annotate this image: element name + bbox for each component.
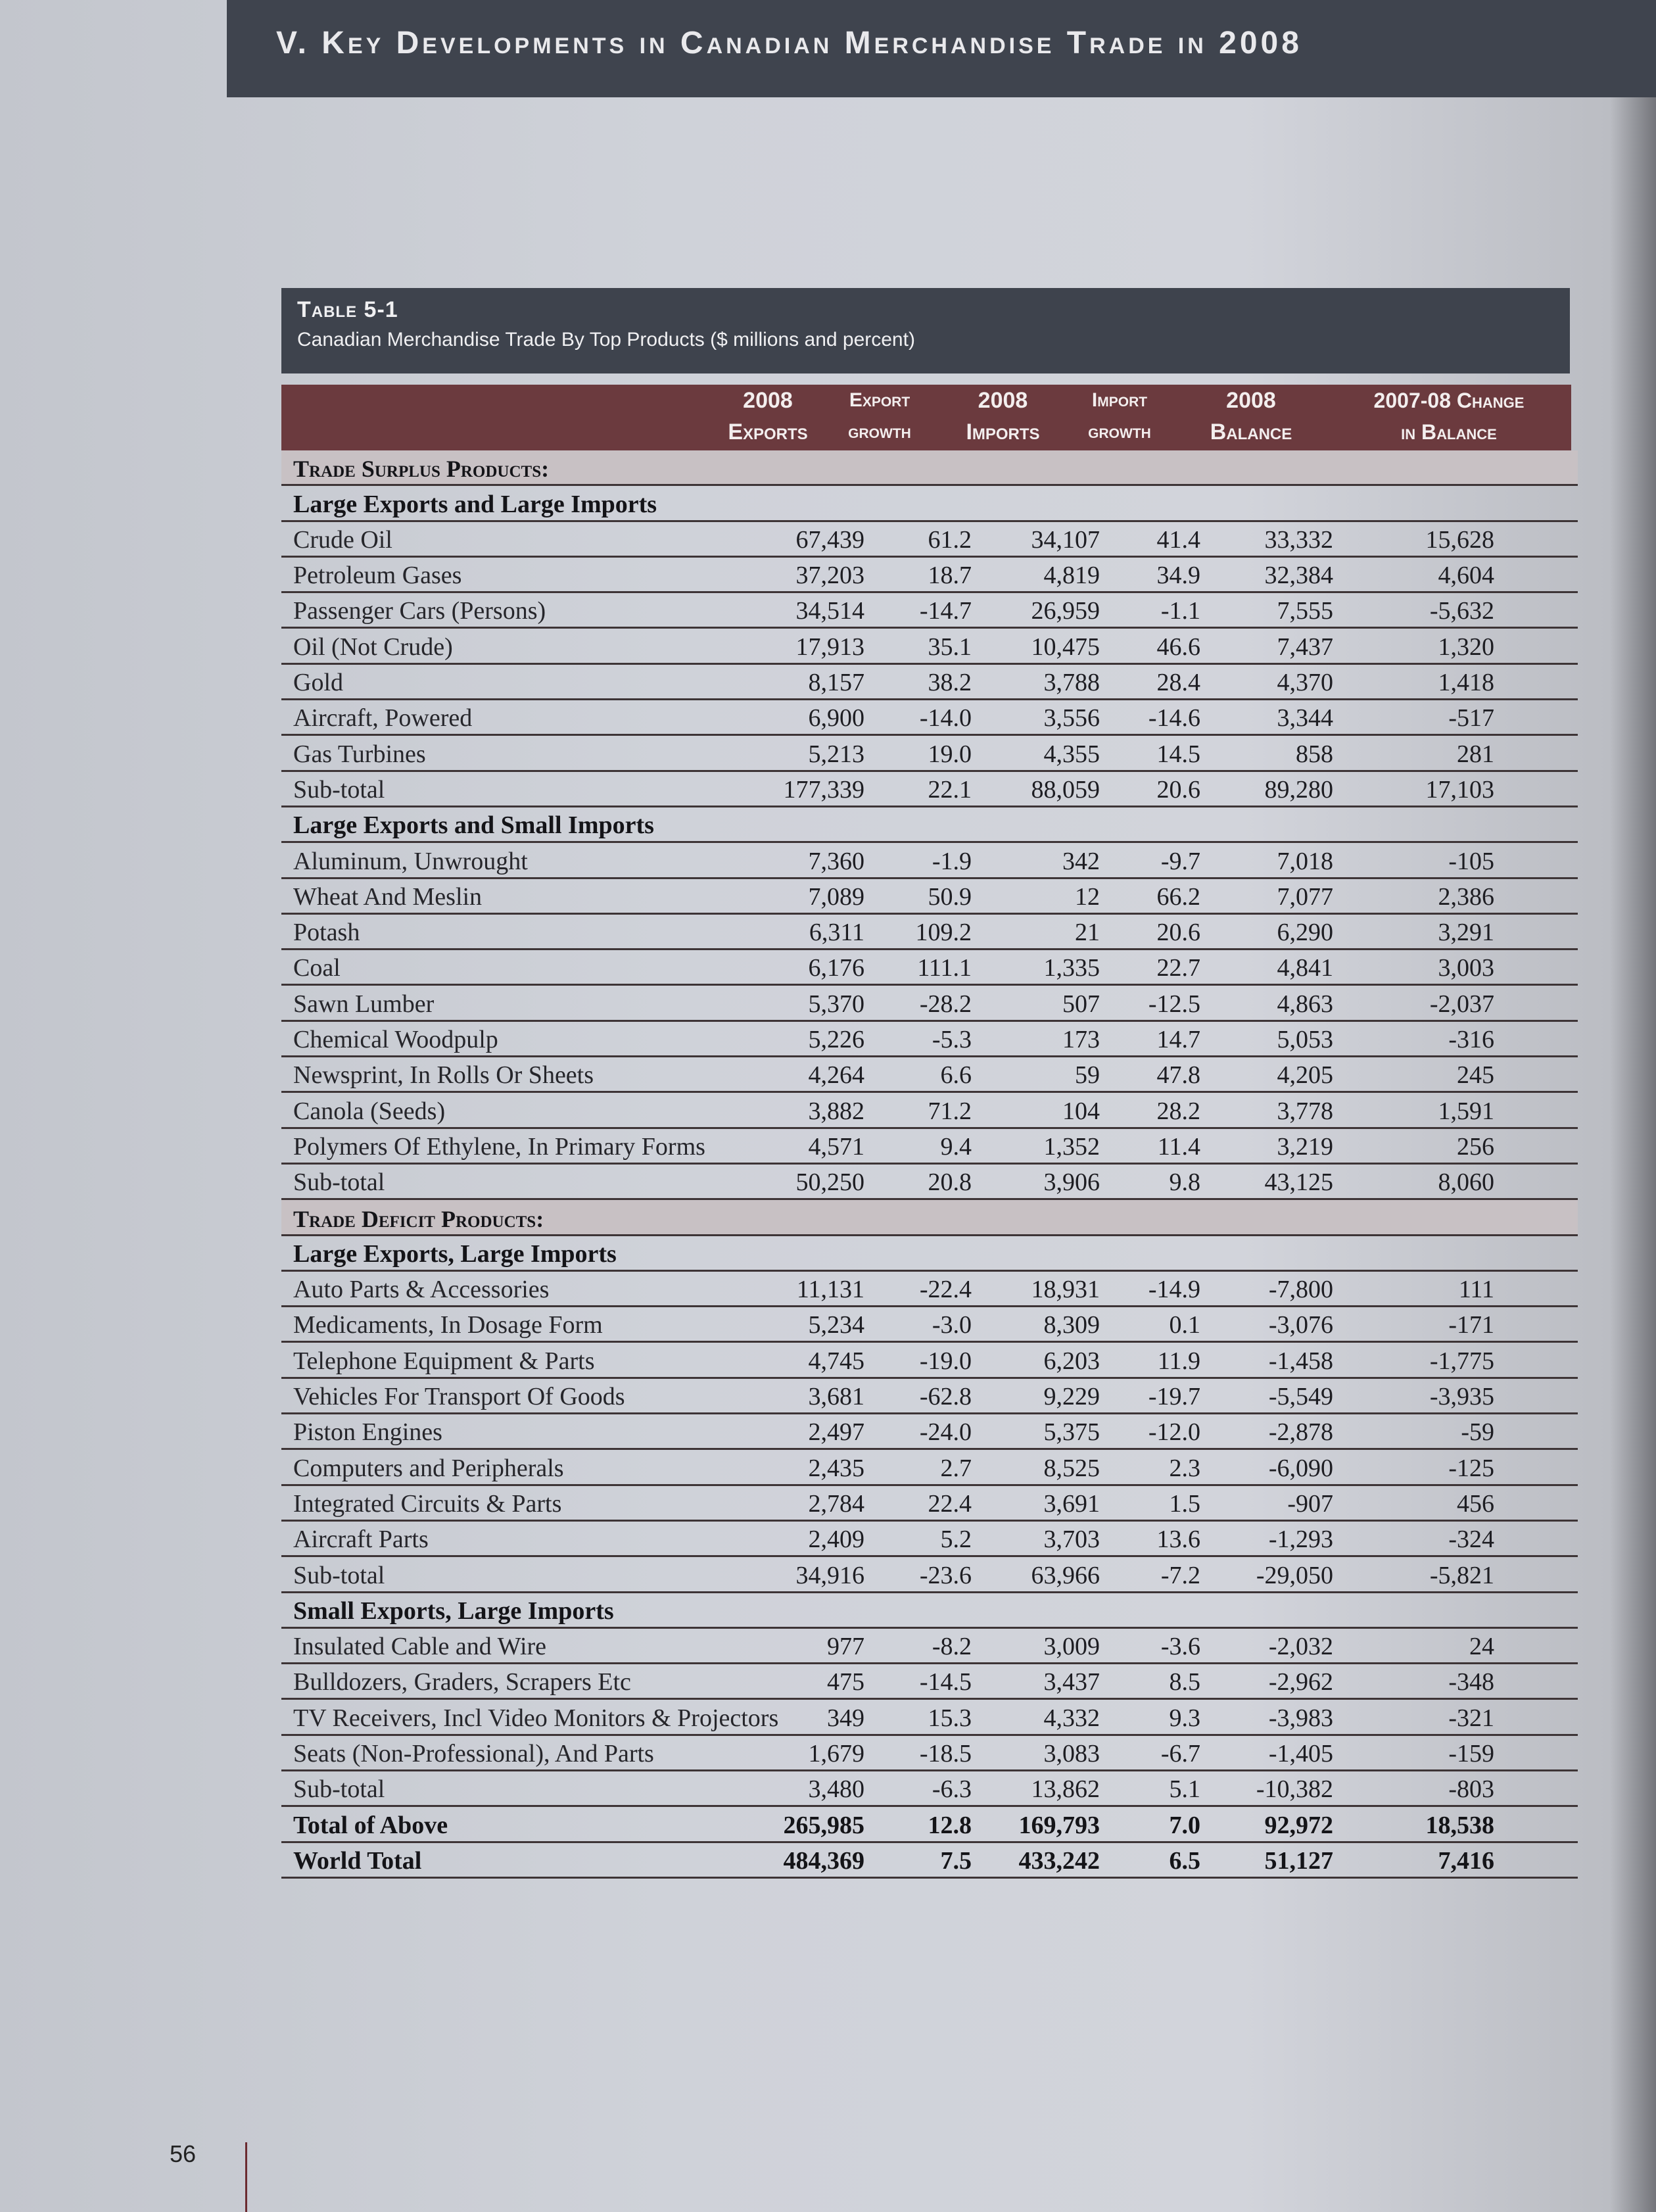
row-label: Trade Surplus Products:: [293, 456, 550, 483]
cell-imports-2008: 8,525: [1043, 1454, 1100, 1482]
cell-exports-2008: 5,213: [808, 740, 864, 768]
row-label: Gold: [293, 669, 343, 697]
cell-balance-2008: -1,458: [1268, 1347, 1333, 1375]
cell-exports-2008: 6,311: [809, 919, 864, 947]
cell-balance-2008: -29,050: [1256, 1561, 1333, 1589]
table-row: [281, 1771, 1578, 1807]
cell-imports-2008: 3,691: [1043, 1489, 1100, 1518]
cell-import-growth: 0.1: [1169, 1311, 1200, 1339]
cell-exports-2008: 4,745: [808, 1347, 864, 1375]
cell-export-growth: 7.5: [940, 1846, 972, 1875]
cell-imports-2008: 3,556: [1043, 704, 1100, 733]
cell-exports-2008: 17,913: [795, 633, 864, 661]
cell-export-growth: 50.9: [928, 882, 972, 911]
cell-balance-2008: -10,382: [1256, 1775, 1333, 1804]
group-header-row: [281, 1593, 1578, 1629]
cell-balance-2008: -3,983: [1268, 1704, 1333, 1732]
cell-change-in-balance: -324: [1448, 1526, 1494, 1554]
cell-imports-2008: 3,009: [1043, 1633, 1100, 1661]
cell-change-in-balance: 24: [1469, 1633, 1494, 1661]
table-row: [281, 1057, 1578, 1093]
cell-balance-2008: 4,370: [1277, 669, 1333, 697]
row-label: Potash: [293, 919, 360, 947]
row-label: Aircraft Parts: [293, 1526, 429, 1554]
cell-change-in-balance: 256: [1457, 1132, 1494, 1161]
row-label: Polymers Of Ethylene, In Primary Forms: [293, 1132, 705, 1161]
table-row: [281, 1022, 1578, 1057]
cell-change-in-balance: 15,628: [1425, 525, 1494, 554]
cell-imports-2008: 3,788: [1043, 669, 1100, 697]
cell-change-in-balance: -171: [1448, 1311, 1494, 1339]
cell-balance-2008: 3,778: [1277, 1097, 1333, 1125]
cell-export-growth: 35.1: [928, 633, 972, 661]
cell-export-growth: -8.2: [932, 1633, 972, 1661]
page-number-rule: [245, 2142, 247, 2212]
cell-imports-2008: 1,335: [1043, 954, 1100, 982]
cell-export-growth: 5.2: [940, 1526, 972, 1554]
cell-balance-2008: 4,841: [1277, 954, 1333, 982]
cell-imports-2008: 63,966: [1031, 1561, 1100, 1589]
cell-import-growth: 41.4: [1156, 525, 1200, 554]
trade-table-body: [281, 450, 1578, 1879]
cell-export-growth: 2.7: [940, 1454, 972, 1482]
cell-change-in-balance: 2,386: [1438, 882, 1494, 911]
column-header-2008-balance: 2008 Balance: [1210, 388, 1292, 445]
table-row: [281, 1093, 1578, 1128]
cell-exports-2008: 3,882: [808, 1097, 864, 1125]
cell-export-growth: -23.6: [919, 1561, 972, 1589]
cell-exports-2008: 177,339: [783, 775, 864, 804]
cell-exports-2008: 3,681: [808, 1383, 864, 1411]
cell-exports-2008: 265,985: [783, 1811, 864, 1839]
cell-balance-2008: 3,219: [1277, 1132, 1333, 1161]
cell-change-in-balance: -5,821: [1429, 1561, 1494, 1589]
cell-balance-2008: 89,280: [1264, 775, 1333, 804]
cell-balance-2008: 7,437: [1277, 633, 1333, 661]
cell-import-growth: -19.7: [1148, 1383, 1200, 1411]
cell-imports-2008: 4,819: [1043, 562, 1100, 590]
cell-balance-2008: 3,344: [1277, 704, 1333, 733]
cell-export-growth: -3.0: [932, 1311, 972, 1339]
cell-balance-2008: -3,076: [1268, 1311, 1333, 1339]
cell-export-growth: -1.9: [932, 847, 972, 875]
cell-export-growth: -28.2: [919, 990, 972, 1018]
cell-import-growth: 20.6: [1156, 919, 1200, 947]
row-label: Integrated Circuits & Parts: [293, 1489, 562, 1518]
row-label: Sub-total: [293, 1775, 385, 1804]
section-header-row: [281, 450, 1578, 486]
table-row: [281, 558, 1578, 593]
cell-export-growth: -6.3: [932, 1775, 972, 1804]
cell-balance-2008: 4,863: [1277, 990, 1333, 1018]
cell-exports-2008: 349: [827, 1704, 864, 1732]
row-label: Piston Engines: [293, 1418, 442, 1447]
cell-change-in-balance: -2,037: [1429, 990, 1494, 1018]
cell-exports-2008: 475: [827, 1668, 864, 1696]
table-row: [281, 1486, 1578, 1522]
cell-imports-2008: 9,229: [1043, 1383, 1100, 1411]
cell-imports-2008: 3,083: [1043, 1739, 1100, 1767]
row-label: Sub-total: [293, 775, 385, 804]
cell-balance-2008: -907: [1287, 1489, 1333, 1518]
table-row: [281, 1379, 1578, 1414]
table-column-headers: [281, 385, 1571, 450]
column-header-2008-imports: 2008 Imports: [966, 388, 1040, 445]
cell-change-in-balance: -348: [1448, 1668, 1494, 1696]
table-row: [281, 1272, 1578, 1307]
row-label: Total of Above: [293, 1811, 448, 1839]
table-row: [281, 629, 1578, 664]
cell-imports-2008: 59: [1075, 1061, 1100, 1090]
cell-exports-2008: 5,370: [808, 990, 864, 1018]
cell-balance-2008: 7,018: [1277, 847, 1333, 875]
row-label: Chemical Woodpulp: [293, 1026, 498, 1054]
cell-balance-2008: 6,290: [1277, 919, 1333, 947]
table-row: [281, 1414, 1578, 1450]
cell-export-growth: 9.4: [940, 1132, 972, 1161]
cell-exports-2008: 4,571: [808, 1132, 864, 1161]
cell-balance-2008: -5,549: [1268, 1383, 1333, 1411]
row-label: Sawn Lumber: [293, 990, 435, 1018]
cell-imports-2008: 4,332: [1043, 1704, 1100, 1732]
cell-imports-2008: 433,242: [1018, 1846, 1100, 1875]
cell-imports-2008: 3,437: [1043, 1668, 1100, 1696]
cell-import-growth: -1.1: [1160, 597, 1200, 625]
cell-balance-2008: 92,972: [1264, 1811, 1333, 1839]
cell-export-growth: 109.2: [915, 919, 972, 947]
cell-change-in-balance: 456: [1457, 1489, 1494, 1518]
row-label: Auto Parts & Accessories: [293, 1276, 550, 1304]
table-subtitle: Canadian Merchandise Trade By Top Products ($ millions and percent): [297, 329, 915, 350]
cell-imports-2008: 3,703: [1043, 1526, 1100, 1554]
column-header-change-in-balance: 2007-08 Change in Balance: [1373, 389, 1525, 444]
cell-exports-2008: 4,264: [808, 1061, 864, 1090]
cell-imports-2008: 4,355: [1043, 740, 1100, 768]
cell-imports-2008: 173: [1062, 1026, 1100, 1054]
cell-balance-2008: -7,800: [1268, 1276, 1333, 1304]
cell-export-growth: -14.7: [919, 597, 972, 625]
cell-imports-2008: 6,203: [1043, 1347, 1100, 1375]
row-label: Large Exports and Small Imports: [293, 811, 654, 840]
row-label: Aircraft, Powered: [293, 704, 473, 733]
cell-import-growth: 8.5: [1169, 1668, 1200, 1696]
cell-import-growth: 28.2: [1156, 1097, 1200, 1125]
row-label: Insulated Cable and Wire: [293, 1633, 547, 1661]
table-caption: [281, 288, 1570, 373]
cell-change-in-balance: 18,538: [1425, 1811, 1494, 1839]
table-row: [281, 700, 1578, 736]
row-label: Sub-total: [293, 1168, 385, 1197]
cell-exports-2008: 11,131: [796, 1276, 864, 1304]
cell-export-growth: -19.0: [919, 1347, 972, 1375]
cell-imports-2008: 3,906: [1043, 1168, 1100, 1197]
cell-imports-2008: 12: [1075, 882, 1100, 911]
cell-change-in-balance: 1,320: [1438, 633, 1494, 661]
cell-change-in-balance: 245: [1457, 1061, 1494, 1090]
cell-change-in-balance: 17,103: [1425, 775, 1494, 804]
cell-import-growth: -12.5: [1148, 990, 1200, 1018]
cell-balance-2008: 33,332: [1264, 525, 1333, 554]
cell-change-in-balance: -1,775: [1429, 1347, 1494, 1375]
cell-import-growth: -3.6: [1160, 1633, 1200, 1661]
row-label: Passenger Cars (Persons): [293, 597, 546, 625]
row-label: Bulldozers, Graders, Scrapers Etc: [293, 1668, 631, 1696]
cell-imports-2008: 8,309: [1043, 1311, 1100, 1339]
cell-balance-2008: -2,032: [1268, 1633, 1333, 1661]
cell-imports-2008: 10,475: [1031, 633, 1100, 661]
row-label: Petroleum Gases: [293, 562, 462, 590]
cell-import-growth: 28.4: [1156, 669, 1200, 697]
cell-imports-2008: 88,059: [1031, 775, 1100, 804]
row-label: Vehicles For Transport Of Goods: [293, 1383, 625, 1411]
table-row: [281, 1343, 1578, 1378]
cell-export-growth: -5.3: [932, 1026, 972, 1054]
cell-export-growth: 20.8: [928, 1168, 972, 1197]
cell-balance-2008: 32,384: [1264, 562, 1333, 590]
cell-change-in-balance: -803: [1448, 1775, 1494, 1804]
cell-imports-2008: 5,375: [1043, 1418, 1100, 1447]
table-row: [281, 843, 1578, 878]
cell-change-in-balance: -517: [1448, 704, 1494, 733]
column-header-export-growth: Export growth: [848, 389, 911, 443]
cell-import-growth: 14.7: [1156, 1026, 1200, 1054]
table-row: [281, 1629, 1578, 1664]
cell-export-growth: 12.8: [928, 1811, 972, 1839]
cell-import-growth: 1.5: [1169, 1489, 1200, 1518]
cell-imports-2008: 21: [1075, 919, 1100, 947]
cell-balance-2008: -1,405: [1268, 1739, 1333, 1767]
cell-balance-2008: 4,205: [1277, 1061, 1333, 1090]
page-gutter-shadow: [1610, 0, 1656, 2212]
cell-exports-2008: 2,435: [808, 1454, 864, 1482]
cell-balance-2008: -1,293: [1268, 1526, 1333, 1554]
table-row: [281, 1307, 1578, 1343]
cell-exports-2008: 7,360: [808, 847, 864, 875]
cell-export-growth: 38.2: [928, 669, 972, 697]
cell-exports-2008: 7,089: [808, 882, 864, 911]
row-label: Wheat And Meslin: [293, 882, 483, 911]
table-row: [281, 1450, 1578, 1485]
table-row: [281, 1165, 1578, 1200]
row-label: Crude Oil: [293, 525, 392, 554]
row-label: World Total: [293, 1846, 422, 1875]
cell-export-growth: -14.5: [919, 1668, 972, 1696]
row-label: Large Exports and Large Imports: [293, 490, 657, 518]
cell-change-in-balance: 1,591: [1438, 1097, 1494, 1125]
table-row: [281, 522, 1578, 558]
cell-exports-2008: 8,157: [808, 669, 864, 697]
cell-change-in-balance: 281: [1457, 740, 1494, 768]
row-label: Small Exports, Large Imports: [293, 1597, 614, 1625]
row-label: Trade Deficit Products:: [293, 1205, 544, 1232]
cell-exports-2008: 977: [827, 1633, 864, 1661]
cell-import-growth: 22.7: [1156, 954, 1200, 982]
cell-balance-2008: 7,555: [1277, 597, 1333, 625]
table-row: [281, 772, 1578, 807]
row-label: Medicaments, In Dosage Form: [293, 1311, 603, 1339]
group-header-row: [281, 1236, 1578, 1272]
table-row: [281, 986, 1578, 1021]
cell-change-in-balance: -316: [1448, 1026, 1494, 1054]
total-row: [281, 1807, 1578, 1842]
cell-import-growth: 2.3: [1169, 1454, 1200, 1482]
table-row: [281, 879, 1578, 915]
cell-exports-2008: 34,916: [795, 1561, 864, 1589]
cell-import-growth: 47.8: [1156, 1061, 1200, 1090]
cell-import-growth: 5.1: [1169, 1775, 1200, 1804]
cell-imports-2008: 1,352: [1043, 1132, 1100, 1161]
cell-import-growth: -12.0: [1148, 1418, 1200, 1447]
cell-balance-2008: 5,053: [1277, 1026, 1333, 1054]
cell-change-in-balance: -105: [1448, 847, 1494, 875]
column-header-2008-exports: 2008 Exports: [728, 388, 808, 445]
cell-change-in-balance: -3,935: [1429, 1383, 1494, 1411]
cell-import-growth: 34.9: [1156, 562, 1200, 590]
page-number: 56: [170, 2140, 197, 2167]
cell-exports-2008: 2,497: [808, 1418, 864, 1447]
cell-imports-2008: 507: [1062, 990, 1100, 1018]
table-row: [281, 665, 1578, 700]
cell-export-growth: 15.3: [928, 1704, 972, 1732]
row-label: Newsprint, In Rolls Or Sheets: [293, 1061, 594, 1090]
row-label: Telephone Equipment & Parts: [293, 1347, 595, 1375]
group-header-row: [281, 807, 1578, 843]
cell-exports-2008: 3,480: [808, 1775, 864, 1804]
table-row: [281, 1736, 1578, 1771]
cell-export-growth: 19.0: [928, 740, 972, 768]
cell-export-growth: 6.6: [940, 1061, 972, 1090]
cell-change-in-balance: -5,632: [1429, 597, 1494, 625]
row-label: Computers and Peripherals: [293, 1454, 564, 1482]
cell-import-growth: 66.2: [1156, 882, 1200, 911]
cell-import-growth: -7.2: [1160, 1561, 1200, 1589]
cell-exports-2008: 484,369: [783, 1846, 864, 1875]
cell-change-in-balance: -125: [1448, 1454, 1494, 1482]
section-header-row: [281, 1200, 1578, 1236]
cell-imports-2008: 34,107: [1031, 525, 1100, 554]
cell-change-in-balance: 8,060: [1438, 1168, 1494, 1197]
row-label: Canola (Seeds): [293, 1097, 446, 1125]
cell-import-growth: 7.0: [1169, 1811, 1200, 1839]
cell-import-growth: 14.5: [1156, 740, 1200, 768]
cell-export-growth: -24.0: [919, 1418, 972, 1447]
cell-change-in-balance: -159: [1448, 1739, 1494, 1767]
cell-export-growth: 18.7: [928, 562, 972, 590]
cell-import-growth: 6.5: [1169, 1846, 1200, 1875]
cell-imports-2008: 104: [1062, 1097, 1100, 1125]
cell-exports-2008: 37,203: [795, 562, 864, 590]
cell-export-growth: -18.5: [919, 1739, 972, 1767]
cell-exports-2008: 67,439: [795, 525, 864, 554]
cell-imports-2008: 342: [1062, 847, 1100, 875]
cell-change-in-balance: 3,003: [1438, 954, 1494, 982]
cell-export-growth: 22.1: [928, 775, 972, 804]
column-header-import-growth: Import growth: [1088, 389, 1151, 443]
cell-balance-2008: 51,127: [1264, 1846, 1333, 1875]
group-header-row: [281, 486, 1578, 521]
cell-import-growth: 20.6: [1156, 775, 1200, 804]
cell-exports-2008: 34,514: [795, 597, 864, 625]
cell-change-in-balance: 4,604: [1438, 562, 1494, 590]
cell-export-growth: 61.2: [928, 525, 972, 554]
table-row: [281, 593, 1578, 629]
cell-exports-2008: 1,679: [808, 1739, 864, 1767]
cell-exports-2008: 50,250: [795, 1168, 864, 1197]
cell-import-growth: -14.6: [1148, 704, 1200, 733]
row-label: Coal: [293, 954, 341, 982]
cell-balance-2008: 7,077: [1277, 882, 1333, 911]
cell-exports-2008: 6,176: [808, 954, 864, 982]
cell-change-in-balance: 111: [1458, 1276, 1494, 1304]
cell-change-in-balance: -59: [1461, 1418, 1494, 1447]
cell-imports-2008: 26,959: [1031, 597, 1100, 625]
cell-balance-2008: 43,125: [1264, 1168, 1333, 1197]
row-label: Sub-total: [293, 1561, 385, 1589]
table-row: [281, 1557, 1578, 1593]
table-row: [281, 1700, 1578, 1735]
table-row: [281, 1129, 1578, 1165]
cell-exports-2008: 5,234: [808, 1311, 864, 1339]
cell-change-in-balance: 3,291: [1438, 919, 1494, 947]
cell-import-growth: -9.7: [1160, 847, 1200, 875]
table-row: [281, 915, 1578, 950]
table-row: [281, 950, 1578, 986]
cell-export-growth: 71.2: [928, 1097, 972, 1125]
cell-imports-2008: 18,931: [1031, 1276, 1100, 1304]
cell-balance-2008: -2,878: [1268, 1418, 1333, 1447]
cell-exports-2008: 5,226: [808, 1026, 864, 1054]
row-label: Seats (Non-Professional), And Parts: [293, 1739, 654, 1767]
cell-imports-2008: 169,793: [1018, 1811, 1100, 1839]
row-label: Large Exports, Large Imports: [293, 1239, 617, 1268]
cell-exports-2008: 2,784: [808, 1489, 864, 1518]
cell-change-in-balance: 7,416: [1438, 1846, 1494, 1875]
cell-balance-2008: -6,090: [1268, 1454, 1333, 1482]
table-row: [281, 1664, 1578, 1700]
cell-export-growth: -14.0: [919, 704, 972, 733]
chapter-title: V. Key Developments in Canadian Merchandise Trade in 2008: [276, 26, 1302, 60]
cell-export-growth: 111.1: [917, 954, 972, 982]
row-label: Gas Turbines: [293, 740, 426, 768]
table-label: Table 5-1: [297, 297, 398, 322]
cell-export-growth: 22.4: [928, 1489, 972, 1518]
cell-balance-2008: -2,962: [1268, 1668, 1333, 1696]
cell-import-growth: 11.9: [1157, 1347, 1200, 1375]
cell-import-growth: 13.6: [1156, 1526, 1200, 1554]
cell-export-growth: -22.4: [919, 1276, 972, 1304]
cell-import-growth: -14.9: [1148, 1276, 1200, 1304]
row-label: Oil (Not Crude): [293, 633, 453, 661]
table-row: [281, 736, 1578, 771]
table-row: [281, 1522, 1578, 1557]
row-label: Aluminum, Unwrought: [293, 847, 528, 875]
row-label: TV Receivers, Incl Video Monitors & Projectors: [293, 1704, 779, 1732]
cell-change-in-balance: -321: [1448, 1704, 1494, 1732]
cell-import-growth: -6.7: [1160, 1739, 1200, 1767]
cell-balance-2008: 858: [1296, 740, 1333, 768]
cell-import-growth: 9.8: [1169, 1168, 1200, 1197]
cell-change-in-balance: 1,418: [1438, 669, 1494, 697]
cell-exports-2008: 2,409: [808, 1526, 864, 1554]
cell-exports-2008: 6,900: [808, 704, 864, 733]
total-row: [281, 1843, 1578, 1879]
cell-import-growth: 46.6: [1156, 633, 1200, 661]
cell-export-growth: -62.8: [919, 1383, 972, 1411]
cell-import-growth: 9.3: [1169, 1704, 1200, 1732]
cell-import-growth: 11.4: [1157, 1132, 1200, 1161]
cell-imports-2008: 13,862: [1031, 1775, 1100, 1804]
